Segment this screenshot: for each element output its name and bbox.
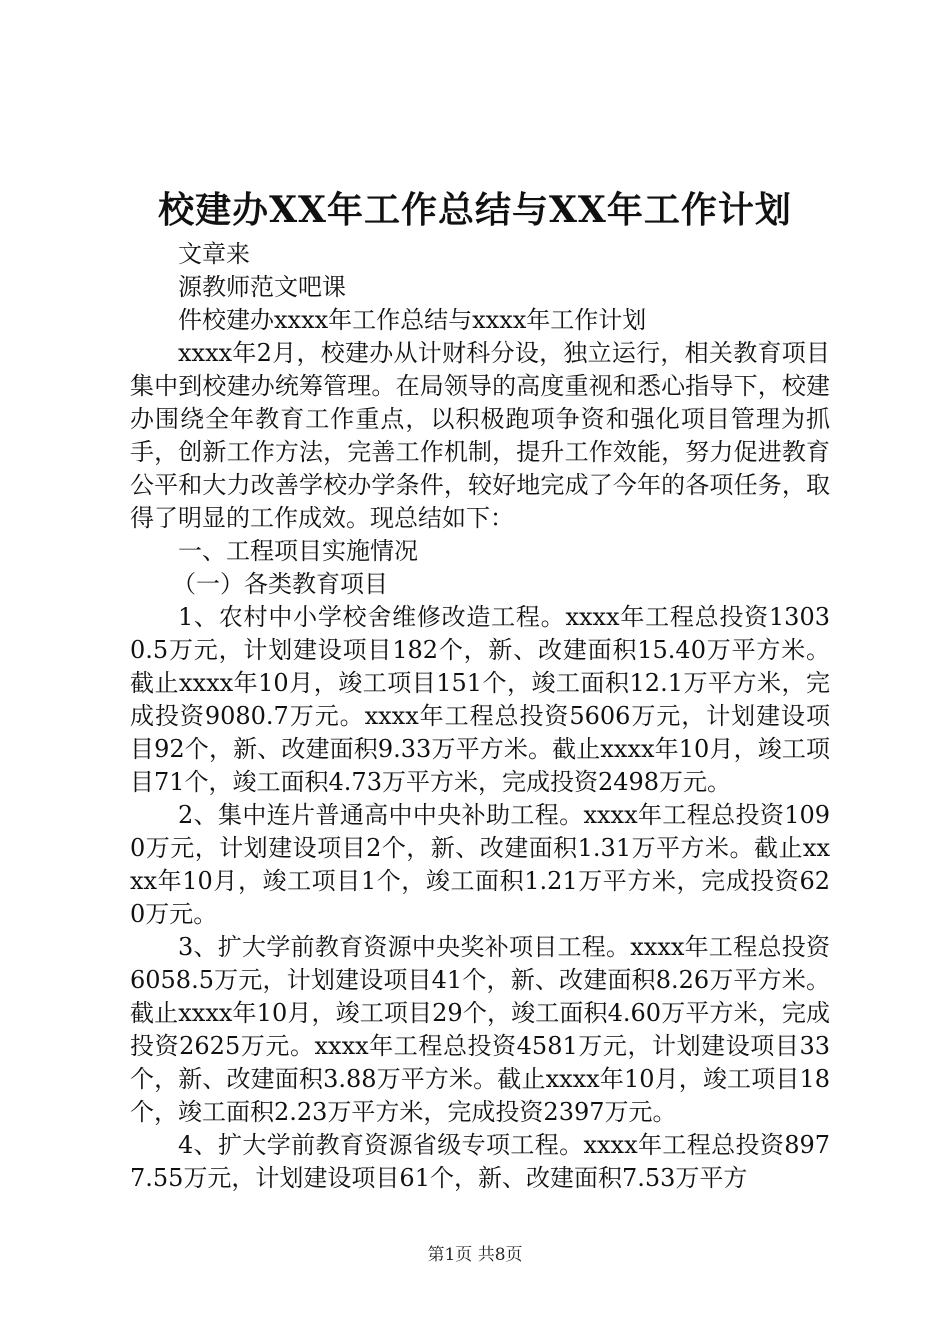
paragraph-item-4: 4、扩大学前教育资源省级专项工程。xxxx年工程总投资8977.55万元，计划建设项目61个，新、改建面积7.53万平方 [130,1131,830,1192]
document-title: 校建办XX年工作总结与XX年工作计划 [158,189,792,231]
paragraph-item-3: 3、扩大学前教育资源中央奖补项目工程。xxxx年工程总投资6058.5万元，计划建设项目41个，新、改建面积8.26万平方米。截止xxxx年10月，竣工项目29个，竣工面积4.60万平方米，完成投资2625万元。xxxx年工程总投资4581万元，计划建设项目33个，新、改建面积3.88万平方米。截止xxxx年10月，竣工项目18个，竣工面积2.23万平方米，完成投资2397万元。 [130,933,830,1126]
paragraph-intro: xxxx年2月，校建办从计财科分设，独立运行，相关教育项目集中到校建办统筹管理。在局领导的高度重视和悉心指导下，校建办围绕全年教育工作重点，以积极跑项争资和强化项目管理为抓手，创新工作方法，完善工作机制，提升工作效能，努力促进教育公平和大力改善学校办学条件，较好地完成了今年的各项任务，取得了明显的工作成效。现总结如下： [130,339,830,532]
paragraph-source-line-1: 文章来 [178,240,250,268]
paragraph-source-line-2: 源教师范文吧课 [178,273,346,301]
subsection-heading-1: （一）各类教育项目 [172,570,388,598]
document-body [130,238,830,1195]
paragraph-item-1: 1、农村中小学校舍维修改造工程。xxxx年工程总投资13030.5万元，计划建设项目182个，新、改建面积15.40万平方米。截止xxxx年10月，竣工项目151个，竣工面积12.1万平方米，完成投资9080.7万元。xxxx年工程总投资5606万元，计划建设项目92个，新、改建面积9.33万平方米。截止xxxx年10月，竣工项目71个，竣工面积4.73万平方米，完成投资2498万元。 [130,603,830,796]
section-heading-1: 一、工程项目实施情况 [178,537,418,565]
paragraph-source-line-3: 件校建办xxxx年工作总结与xxxx年工作计划 [178,306,647,334]
page-footer: 第1页 共8页 [427,1245,523,1265]
paragraph-item-2: 2、集中连片普通高中中央补助工程。xxxx年工程总投资1090万元，计划建设项目2个，新、改建面积1.31万平方米。截止xxxx年10月，竣工项目1个，竣工面积1.21万平方米，完成投资620万元。 [130,801,830,928]
